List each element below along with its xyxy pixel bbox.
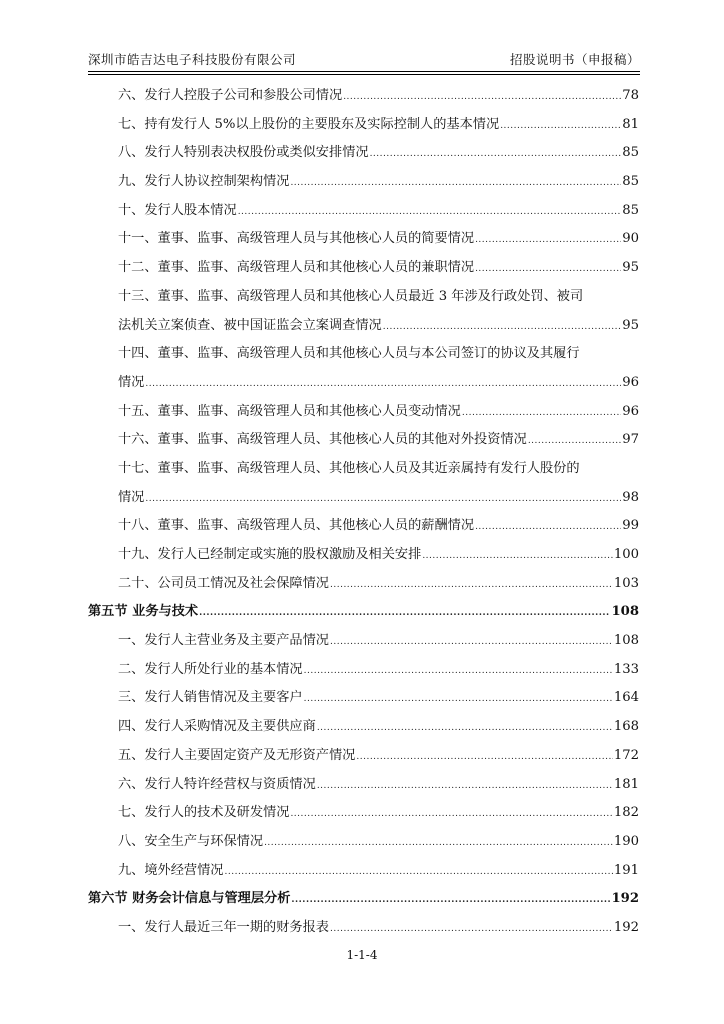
toc-leader-dots	[356, 743, 612, 772]
toc-entry-page: 96	[622, 374, 639, 390]
page-footer	[0, 948, 724, 962]
toc-section-label: 第六节 财务会计信息与管理层分析	[88, 891, 291, 907]
toc-entry-label: 二、发行人所处行业的基本情况	[118, 661, 303, 677]
toc-entry-label: 十一、董事、监事、高级管理人员与其他核心人员的简要情况	[118, 231, 475, 247]
toc-leader-dots	[317, 714, 613, 743]
toc-entry[interactable]	[88, 684, 639, 713]
toc-entry-page: 133	[613, 661, 639, 677]
toc-entry-page: 78	[622, 88, 639, 103]
toc-entry-wrap-line[interactable]	[88, 283, 639, 312]
toc-leader-dots	[225, 858, 613, 887]
toc-leader-dots	[304, 685, 613, 714]
toc-leader-dots	[383, 313, 621, 342]
toc-entry-label: 六、发行人特许经营权与资质情况	[118, 776, 316, 792]
toc-entry[interactable]	[88, 742, 639, 771]
toc-leader-dots	[238, 198, 622, 227]
toc-leader-dots	[475, 513, 621, 542]
toc-entry-label: 九、境外经营情况	[118, 862, 224, 878]
toc-entry[interactable]	[88, 426, 639, 455]
toc-entry[interactable]	[88, 398, 639, 427]
toc-leader-dots	[528, 427, 621, 456]
toc-entry[interactable]	[88, 771, 639, 800]
toc-entry-wrap-line[interactable]	[88, 340, 639, 369]
toc-entry-page: 108	[613, 633, 639, 649]
toc-entry-page: 81	[622, 116, 639, 132]
toc-entry-page: 95	[622, 317, 639, 333]
toc-leader-dots	[462, 399, 621, 428]
toc-entry-label: 七、发行人的技术及研发情况	[118, 805, 290, 821]
toc-entry-label: 五、发行人主要固定资产及无形资产情况	[118, 747, 356, 763]
toc-entry-label: 十九、发行人已经制定或实施的股权激励及相关安排	[118, 547, 422, 562]
toc-entry-page: 172	[613, 747, 639, 763]
toc-entry-label-line1: 十四、董事、监事、高级管理人员和其他核心人员与本公司签订的协议及其履行	[118, 346, 580, 362]
toc-entry[interactable]	[88, 225, 639, 254]
toc-entry-page: 103	[613, 575, 639, 591]
toc-entry-label: 七、持有发行人 5%以上股份的主要股东及实际控制人的基本情况	[118, 116, 500, 132]
toc-entry-label: 一、发行人主营业务及主要产品情况	[118, 633, 329, 649]
toc-entry-label-line1: 十七、董事、监事、高级管理人员、其他核心人员及其近亲属持有发行人股份的	[118, 460, 580, 476]
toc-entry[interactable]	[88, 254, 639, 283]
toc-entry-page: 164	[613, 690, 639, 706]
toc-entry[interactable]	[88, 799, 639, 828]
toc-entry[interactable]	[88, 139, 639, 168]
toc-entry[interactable]	[88, 168, 639, 197]
toc-entry[interactable]	[88, 369, 639, 398]
toc-entry[interactable]	[88, 82, 639, 111]
toc-leader-dots	[475, 226, 621, 255]
header-company: 深圳市皓吉达电子科技股份有限公司	[88, 52, 297, 67]
toc-section-page: 108	[611, 604, 639, 620]
toc-entry-page: 98	[622, 489, 639, 505]
toc-entry-page: 85	[622, 145, 639, 161]
toc-entry[interactable]	[88, 713, 639, 742]
toc-entry-page: 182	[613, 805, 639, 821]
header-doc-title: 招股说明书（申报稿）	[509, 52, 640, 67]
toc-leader-dots	[290, 800, 612, 829]
toc-entry[interactable]	[88, 312, 639, 341]
toc-entry-page: 85	[622, 174, 639, 190]
toc-entry-label: 十、发行人股本情况	[118, 202, 237, 218]
toc-leader-dots	[330, 915, 613, 944]
toc-entry-label: 三、发行人销售情况及主要客户	[118, 690, 303, 706]
page-header	[88, 50, 640, 72]
toc-leader-dots	[422, 542, 613, 571]
toc-entry-label: 八、发行人特别表决权股份或类似安排情况	[118, 145, 369, 161]
toc-entry[interactable]	[88, 627, 639, 656]
toc-entry-page: 100	[613, 547, 639, 562]
toc-entry[interactable]	[88, 914, 639, 943]
footer-page-number: 1-1-4	[346, 948, 378, 962]
toc-entry[interactable]	[88, 111, 639, 140]
toc-leader-dots	[145, 370, 621, 399]
toc-entry-label: 情况	[118, 489, 145, 505]
toc-leader-dots	[475, 255, 621, 284]
toc-leader-dots	[343, 83, 621, 112]
toc-entry-label: 法机关立案侦查、被中国证监会立案调查情况	[118, 317, 382, 333]
toc-leader-dots	[304, 657, 613, 686]
toc-entry[interactable]	[88, 512, 639, 541]
toc-entry[interactable]	[88, 857, 639, 886]
toc-entry-label: 十五、董事、监事、高级管理人员和其他核心人员变动情况	[118, 403, 461, 419]
toc-entry-label: 一、发行人最近三年一期的财务报表	[118, 919, 329, 935]
toc-section-label: 第五节 业务与技术	[88, 604, 199, 620]
toc-leader-dots	[145, 485, 621, 514]
toc-entry-label: 十六、董事、监事、高级管理人员、其他核心人员的其他对外投资情况	[118, 432, 527, 448]
toc-entry-wrap-line[interactable]	[88, 455, 639, 484]
toc-leader-dots	[317, 772, 613, 801]
toc-leader-dots	[291, 886, 610, 915]
toc-leader-dots	[330, 628, 613, 657]
toc-entry-label-line1: 十三、董事、监事、高级管理人员和其他核心人员最近 3 年涉及行政处罚、被司	[118, 288, 584, 304]
toc-entry-page: 96	[622, 403, 639, 419]
toc-entry-page: 90	[622, 231, 639, 247]
toc-entry[interactable]	[88, 197, 639, 226]
toc-leader-dots	[264, 829, 613, 858]
toc-section-heading[interactable]	[88, 885, 639, 914]
toc-entry-label: 九、发行人协议控制架构情况	[118, 174, 290, 190]
toc-entry-label: 情况	[118, 374, 145, 390]
toc-entry-page: 95	[622, 260, 639, 276]
toc-leader-dots	[500, 112, 621, 141]
toc-entry-label: 十二、董事、监事、高级管理人员和其他核心人员的兼职情况	[118, 260, 475, 276]
toc-section-heading[interactable]	[88, 598, 639, 627]
toc-entry-page: 190	[613, 833, 639, 849]
toc-entry-page: 192	[613, 919, 639, 935]
toc-entry-label: 十八、董事、监事、高级管理人员、其他核心人员的薪酬情况	[118, 518, 475, 534]
table-of-contents	[88, 82, 639, 943]
toc-entry-page: 99	[622, 518, 639, 534]
toc-entry-page: 85	[622, 202, 639, 218]
toc-entry-label: 八、安全生产与环保情况	[118, 833, 264, 849]
toc-entry-page: 191	[613, 862, 639, 878]
toc-entry[interactable]	[88, 570, 639, 599]
toc-entry[interactable]	[88, 828, 639, 857]
toc-entry[interactable]	[88, 484, 639, 513]
toc-leader-dots	[290, 169, 621, 198]
toc-entry-label: 六、发行人控股子公司和参股公司情况	[118, 88, 343, 103]
toc-entry[interactable]	[88, 656, 639, 685]
toc-entry-page: 181	[613, 776, 639, 792]
toc-entry-page: 168	[613, 719, 639, 735]
toc-entry-label: 二十、公司员工情况及社会保障情况	[118, 575, 329, 591]
toc-leader-dots	[199, 599, 610, 628]
toc-leader-dots	[370, 140, 622, 169]
toc-entry[interactable]	[88, 541, 639, 570]
toc-entry-page: 97	[622, 432, 639, 448]
toc-entry-label: 四、发行人采购情况及主要供应商	[118, 719, 316, 735]
toc-section-page: 192	[611, 891, 639, 907]
toc-leader-dots	[330, 571, 613, 600]
